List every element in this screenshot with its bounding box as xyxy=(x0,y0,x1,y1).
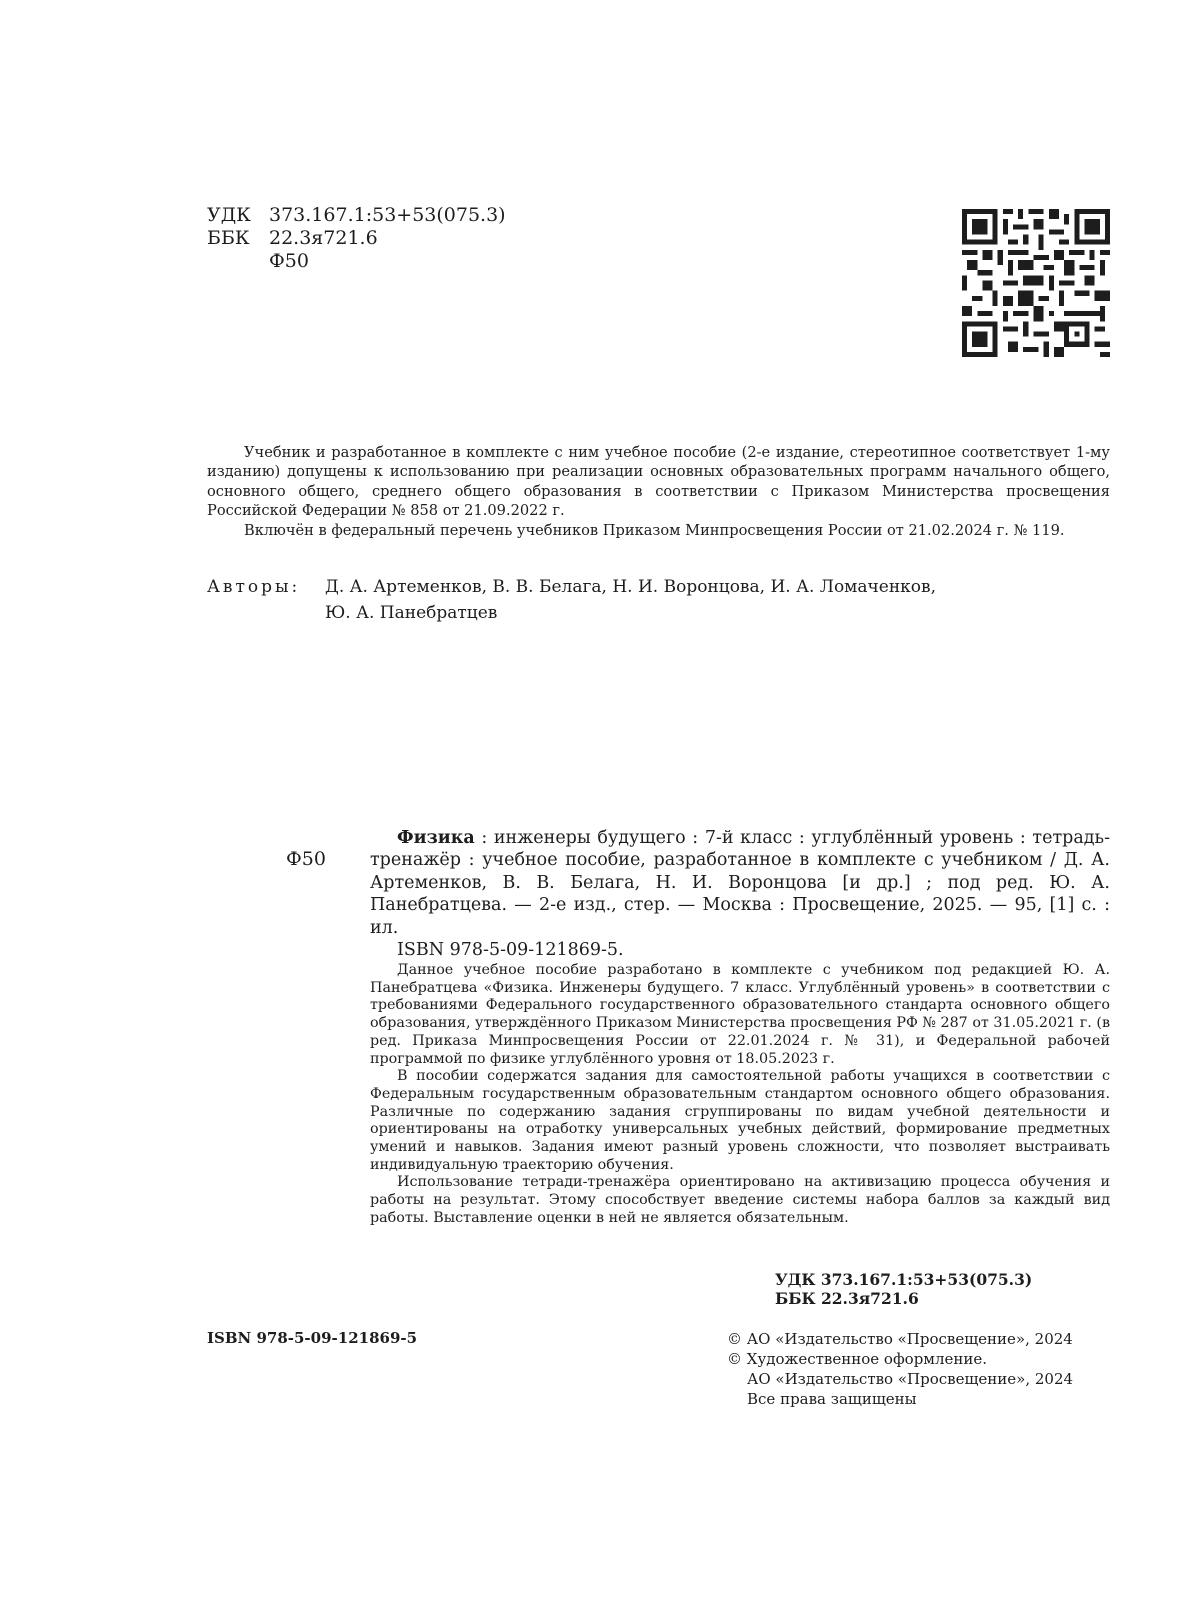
copyright-line: © Художественное оформление. xyxy=(727,1350,988,1368)
approval-paragraph: Включён в федеральный перечень учебников Приказом Минпросвещения России от 21.02.2024 г. № 119. xyxy=(244,521,1065,539)
copyright-block xyxy=(727,1329,1073,1409)
author-mark: Ф50 xyxy=(269,250,309,272)
bbk-label: ББК xyxy=(207,227,250,249)
authors-label: Авторы: xyxy=(207,577,301,597)
bbk-code: ББК 22.3я721.6 xyxy=(775,1289,919,1308)
annotation-paragraph: Данное учебное пособие разработано в комплекте с учебником под редакцией Ю. А. Панебратцева «Физика. Инженеры будущего. 7 класс. Углублённый уровень» в соответствии с требованиями Федерального государственного образовательного стандарта основного общего образования, утверждённого Приказом Министерства просвещения РФ № 287 от 31.05.2021 г. (в ред. Приказа Минпросвещения России от 22.01.2024 г. № 31), и Федеральной рабочей программой по физике углублённого уровня от 18.05.2023 г. xyxy=(370,962,1110,1067)
annotation-paragraph: Использование тетради-тренажёра ориентировано на активизацию процесса обучения и работы на результат. Этому способствует введение системы набора баллов за каждый вид работы. Выставление оценки в ней не является обязательным. xyxy=(370,1174,1110,1226)
authors-line: Ю. А. Панебратцев xyxy=(325,603,498,623)
rights-reserved: Все права защищены xyxy=(747,1390,917,1408)
isbn: ISBN 978-5-09-121869-5 xyxy=(207,1329,418,1347)
annotation-paragraph: В пособии содержатся задания для самостоятельной работы учащихся в соответствии с Федеральным государственным образовательным стандартом основного общего образования. Различные по содержанию задания сгруппированы по видам учебной деятельности и ориентированы на отработку универсальных учебных действий, формирование предметных умений и навыков. Задания имеют разный уровень сложности, что позволяет выстраивать индивидуальную траекторию обучения. xyxy=(370,1068,1110,1173)
udk-code: УДК 373.167.1:53+53(075.3) xyxy=(775,1270,1033,1289)
udk-label: УДК xyxy=(207,204,251,226)
copyright-line: АО «Издательство «Просвещение», 2024 xyxy=(747,1370,1074,1388)
book-isbn: ISBN 978-5-09-121869-5. xyxy=(397,940,624,961)
classification-block-top xyxy=(207,204,506,273)
udk-value: 373.167.1:53+53(075.3) xyxy=(269,204,506,226)
book-description: : инженеры будущего : 7-й класс : углублённый уровень : тетрадь-тренажёр : учебное пособие, разработанное в комплекте с учебником / Д. А. Артеменков, В. В. Белага, Н. И. Воронцова [и др.] ; под ред. Ю. А. Панебратцева. — 2-е изд., стер. — Москва : Просвещение, 2025. — 95, [1] с. : ил. xyxy=(370,828,1110,938)
approval-notice xyxy=(207,443,1110,540)
bbk-value: 22.3я721.6 xyxy=(269,227,378,249)
authors-block xyxy=(207,574,1112,626)
qr-code-icon xyxy=(962,209,1110,357)
book-title: Физика xyxy=(397,828,475,848)
copyright-line: © АО «Издательство «Просвещение», 2024 xyxy=(727,1330,1073,1348)
annotation xyxy=(370,962,1110,1228)
authors-line: Д. А. Артеменков, В. В. Белага, Н. И. Воронцова, И. А. Ломаченков, xyxy=(325,577,937,597)
bibliographic-record xyxy=(370,827,1110,961)
approval-paragraph: Учебник и разработанное в комплекте с ним учебное пособие (2-е издание, стереотипное соответствует 1-му изданию) допущены к использованию при реализации основных образовательных программ начального общего, основного общего, среднего общего образования в соответствии с Приказом Министерства просвещения Российской Федерации № 858 от 21.09.2022 г. xyxy=(207,444,1110,520)
bibliographic-author-mark: Ф50 xyxy=(286,848,326,870)
classification-block-bottom xyxy=(775,1270,1032,1308)
